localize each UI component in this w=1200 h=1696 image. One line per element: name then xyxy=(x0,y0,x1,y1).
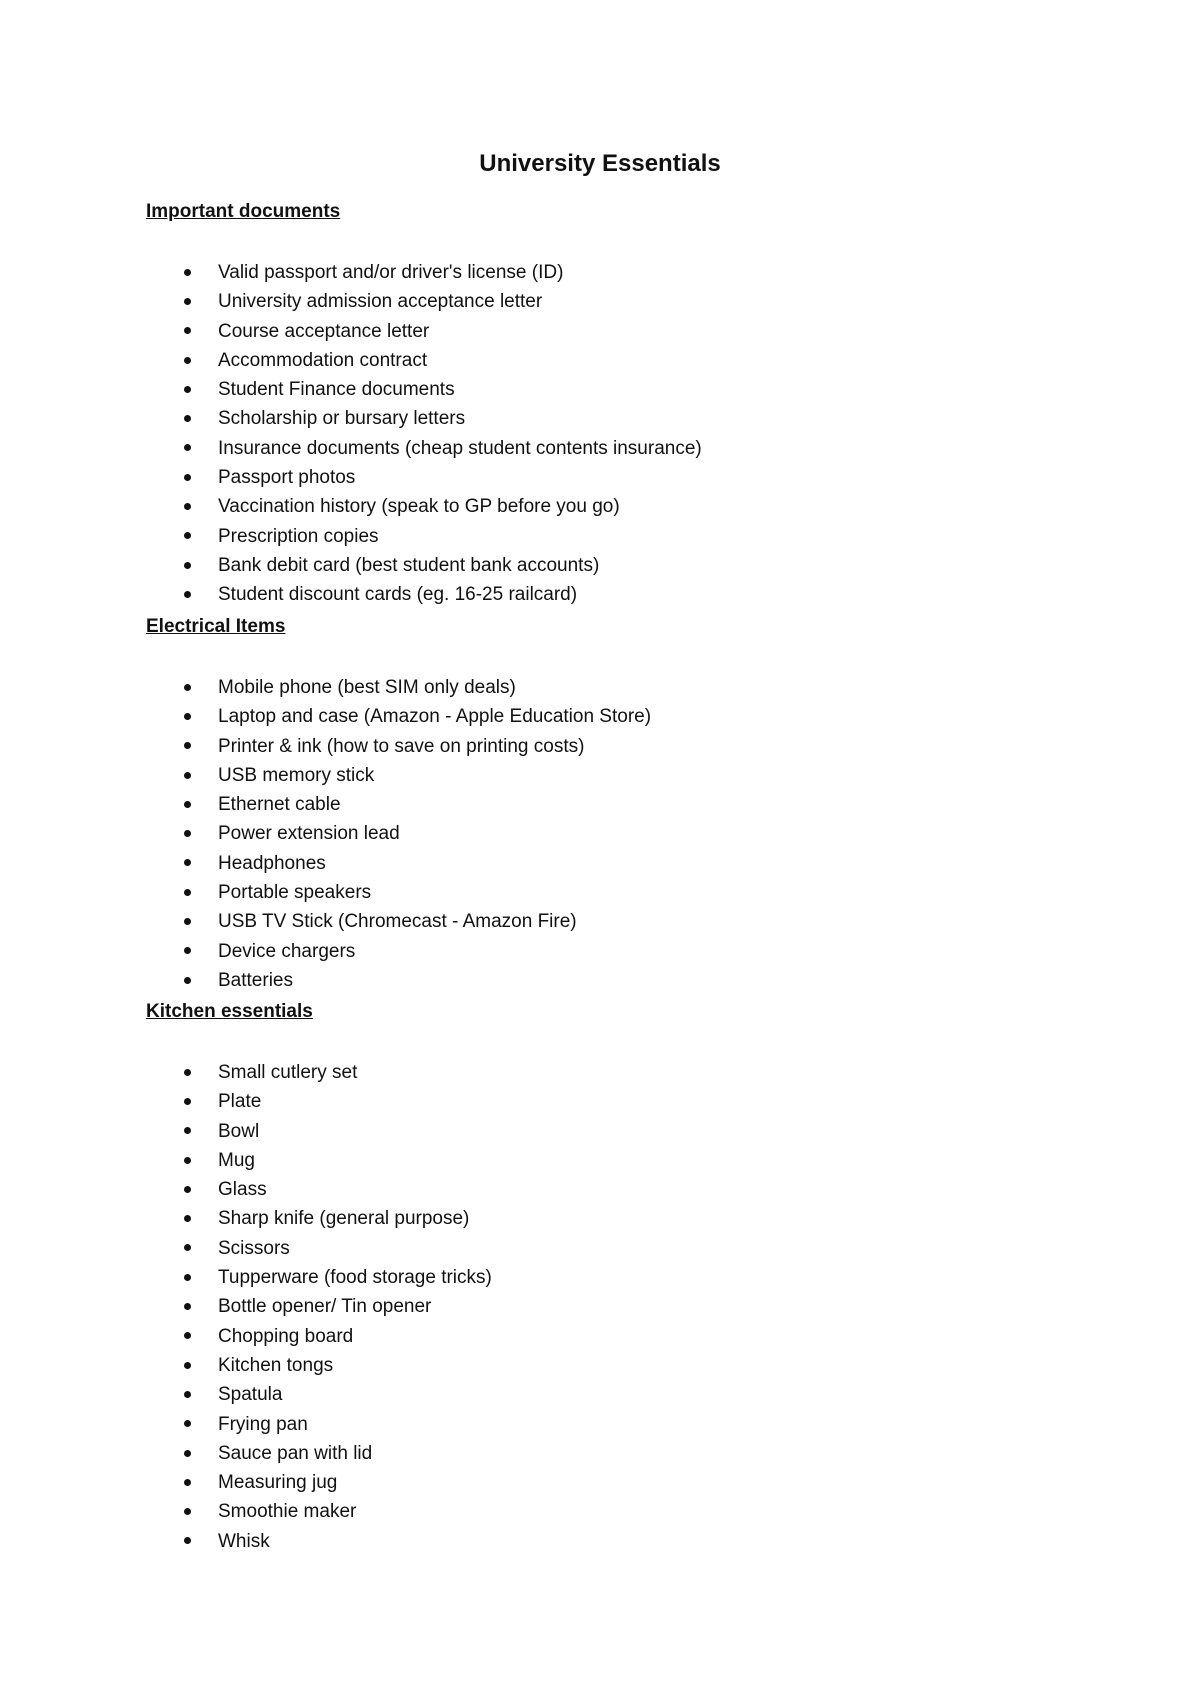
bullet-icon xyxy=(184,444,191,451)
list-item xyxy=(146,966,1046,995)
list-item-text: Mobile phone (best SIM only deals) xyxy=(218,677,516,698)
list-item xyxy=(146,522,1046,551)
bullet-icon xyxy=(184,1127,191,1134)
list-item xyxy=(146,1292,1046,1321)
list-item xyxy=(146,1410,1046,1439)
list-item-text: Tupperware (food storage tricks) xyxy=(218,1267,492,1289)
bullet-icon xyxy=(184,562,191,569)
list-item xyxy=(146,346,1046,375)
list-item xyxy=(146,1439,1046,1468)
list-item-text: Power extension lead xyxy=(218,823,400,845)
list-item xyxy=(146,1204,1046,1233)
list-item-text: Kitchen tongs xyxy=(218,1354,334,1376)
bullet-icon xyxy=(184,1098,191,1105)
list-item-text: Plate xyxy=(218,1091,262,1113)
bullet-icon xyxy=(184,1244,191,1251)
list-item-text: Laptop and case (Amazon - Apple Education Store) xyxy=(218,706,652,728)
list-item-text: Portable speakers xyxy=(218,882,372,904)
list-item xyxy=(146,1087,1046,1116)
list-item xyxy=(146,1527,1046,1556)
bullet-icon xyxy=(184,742,191,749)
list-item xyxy=(146,1351,1046,1380)
bullet-icon xyxy=(184,357,191,364)
list-item-text: USB TV Stick (Chromecast - Amazon Fire) xyxy=(218,911,577,933)
list-item-text: Spatula xyxy=(218,1384,283,1406)
list-item xyxy=(146,1468,1046,1497)
list-item-text: Insurance documents (cheap student contents insurance) xyxy=(218,437,702,459)
list-item-text: Printer & ink (how to save on printing costs) xyxy=(218,735,585,757)
bullet-icon xyxy=(184,1362,191,1369)
list-item-text: Chopping board xyxy=(218,1325,354,1347)
list-item-text: Scholarship or bursary letters xyxy=(218,408,466,430)
list-item xyxy=(146,673,1046,702)
bullet-icon xyxy=(184,977,191,984)
list-item xyxy=(146,404,1046,433)
list-item xyxy=(146,1497,1046,1526)
list-item-text: Student Finance documents xyxy=(218,379,455,401)
bullet-icon xyxy=(184,327,191,334)
bullet-icon xyxy=(184,947,191,954)
list-item-text: Sauce pan with lid xyxy=(218,1442,373,1464)
list-item xyxy=(146,258,1046,287)
bullet-icon xyxy=(184,713,191,720)
list-item xyxy=(146,463,1046,492)
list-item xyxy=(146,580,1046,609)
bullet-icon xyxy=(184,1479,191,1486)
list-item xyxy=(146,434,1046,463)
list-item-text: Glass xyxy=(218,1179,267,1201)
bullet-icon xyxy=(184,1303,191,1310)
page-title: University Essentials xyxy=(479,150,721,177)
list-item-text: Device chargers xyxy=(218,940,356,962)
bullet-icon xyxy=(184,1215,191,1222)
bullet-icon xyxy=(184,1450,191,1457)
bullet-icon xyxy=(184,1420,191,1427)
list-item xyxy=(146,551,1046,580)
list-item-text: Prescription copies xyxy=(218,525,379,547)
bullet-icon xyxy=(184,1274,191,1281)
list-item xyxy=(146,375,1046,404)
list-item-text: Small cutlery set xyxy=(218,1062,358,1083)
bullet-icon xyxy=(184,269,191,276)
list-item-text: Student discount cards (eg. 16-25 railcard) xyxy=(218,584,578,606)
list-item xyxy=(146,849,1046,878)
bullet-icon xyxy=(184,1157,191,1164)
list-item-text: Vaccination history (speak to GP before you go) xyxy=(218,496,620,518)
list-item xyxy=(146,317,1046,346)
list-item xyxy=(146,1175,1046,1204)
section-electrical-items xyxy=(146,614,1046,995)
bullet-icon xyxy=(184,591,191,598)
list-item-text: University admission acceptance letter xyxy=(218,291,543,313)
bullet-icon xyxy=(184,859,191,866)
list-item-text: Whisk xyxy=(218,1530,270,1552)
bullet-icon xyxy=(184,298,191,305)
bullet-icon xyxy=(184,415,191,422)
list-item-text: Mug xyxy=(218,1149,255,1171)
section-heading: Kitchen essentials xyxy=(146,1001,313,1022)
list-item-text: Passport photos xyxy=(218,467,356,489)
bullet-icon xyxy=(184,1508,191,1515)
bullet-list xyxy=(146,1058,1046,1556)
bullet-icon xyxy=(184,1537,191,1544)
list-item xyxy=(146,790,1046,819)
list-item-text: Sharp knife (general purpose) xyxy=(218,1208,470,1230)
list-item xyxy=(146,1146,1046,1175)
section-heading: Electrical Items xyxy=(146,616,286,637)
list-item-text: Accommodation contract xyxy=(218,349,428,371)
list-item-text: Scissors xyxy=(218,1237,290,1259)
list-item-text: Batteries xyxy=(218,969,293,991)
section-kitchen-essentials xyxy=(146,999,1046,1556)
list-item xyxy=(146,287,1046,316)
list-item xyxy=(146,1058,1046,1087)
list-item xyxy=(146,937,1046,966)
list-item-text: USB memory stick xyxy=(218,764,375,786)
list-item xyxy=(146,732,1046,761)
list-item-text: Course acceptance letter xyxy=(218,320,430,342)
bullet-icon xyxy=(184,503,191,510)
bullet-icon xyxy=(184,1186,191,1193)
list-item-text: Bowl xyxy=(218,1120,260,1142)
bullet-icon xyxy=(184,386,191,393)
bullet-icon xyxy=(184,772,191,779)
bullet-icon xyxy=(184,918,191,925)
bullet-icon xyxy=(184,801,191,808)
list-item xyxy=(146,878,1046,907)
bullet-icon xyxy=(184,1391,191,1398)
list-item xyxy=(146,702,1046,731)
list-item-text: Measuring jug xyxy=(218,1472,338,1494)
list-item xyxy=(146,819,1046,848)
list-item-text: Headphones xyxy=(218,852,326,874)
list-item xyxy=(146,1322,1046,1351)
list-item xyxy=(146,1263,1046,1292)
list-item xyxy=(146,1117,1046,1146)
list-item xyxy=(146,761,1046,790)
bullet-icon xyxy=(184,1069,191,1076)
list-item xyxy=(146,492,1046,521)
list-item-text: Ethernet cable xyxy=(218,794,341,816)
list-item-text: Valid passport and/or driver's license (ID) xyxy=(218,262,564,283)
list-item-text: Bottle opener/ Tin opener xyxy=(218,1296,432,1318)
bullet-icon xyxy=(184,474,191,481)
list-item-text: Bank debit card (best student bank accounts) xyxy=(218,554,600,576)
section-heading: Important documents xyxy=(146,201,341,222)
section-important-documents xyxy=(146,199,1046,610)
bullet-icon xyxy=(184,532,191,539)
bullet-icon xyxy=(184,830,191,837)
bullet-icon xyxy=(184,684,191,691)
bullet-list xyxy=(146,673,1046,995)
list-item xyxy=(146,1380,1046,1409)
bullet-list xyxy=(146,258,1046,610)
list-item-text: Frying pan xyxy=(218,1413,308,1435)
list-item-text: Smoothie maker xyxy=(218,1501,357,1523)
bullet-icon xyxy=(184,1332,191,1339)
list-item xyxy=(146,907,1046,936)
bullet-icon xyxy=(184,889,191,896)
list-item xyxy=(146,1234,1046,1263)
